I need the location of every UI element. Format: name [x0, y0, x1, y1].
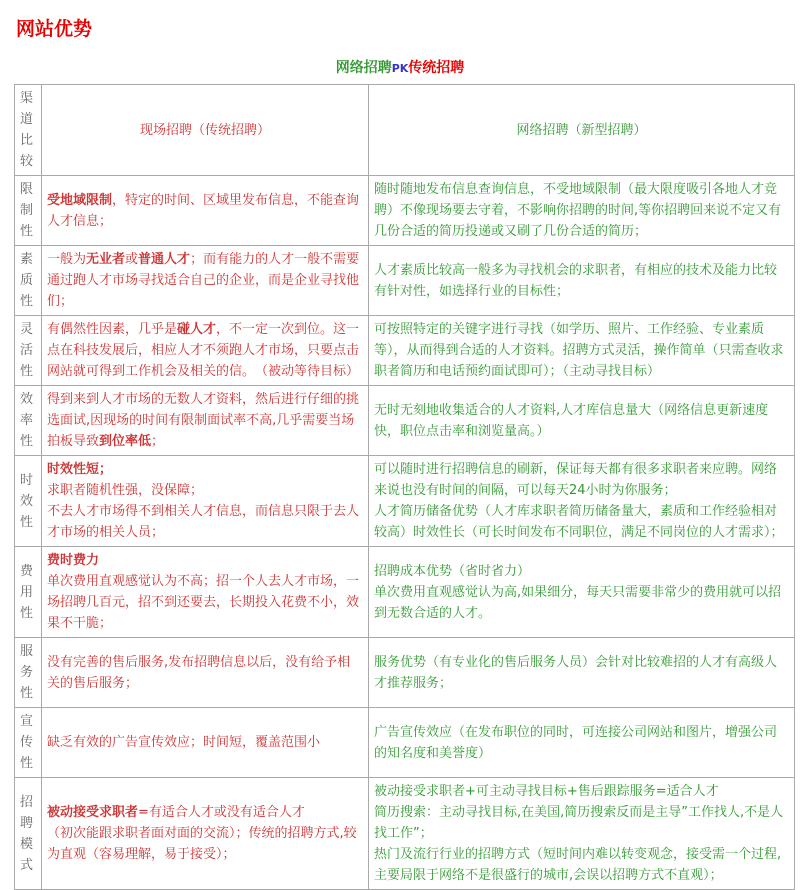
row-label-cell [15, 456, 42, 547]
text-line: 有偶然性因素，几乎是碰人才，不一定一次到位。这一点在科技发展后，相应人才不须跑人才市场，只要点击网站就可得到工作机会及相关的信。 （被动等待目标） [47, 322, 360, 379]
text-line: 一般为无业者或普通人才；而有能力的人才一般不需要通过跑人才市场寻找适合自己的企业，而是企业寻找他们； [47, 252, 360, 309]
row-label: 宣传性 [20, 714, 34, 771]
text-line: 时效性短； [47, 462, 113, 477]
header-label: 渠道比较 [20, 91, 34, 169]
traditional-recruitment-cell [42, 547, 369, 638]
row-label-cell [15, 708, 42, 778]
text-line: 费时费力 [47, 553, 100, 568]
traditional-recruitment-cell [42, 708, 369, 778]
traditional-recruitment-cell [42, 246, 369, 316]
online-recruitment-cell [369, 176, 795, 246]
text-line: 不去人才市场得不到相关人才信息，而信息只限于去人才市场的相关人员； [47, 504, 360, 540]
table-row [15, 456, 795, 547]
row-label-cell [15, 547, 42, 638]
row-label-cell [15, 176, 42, 246]
text-line: 受地域限制，特定的时间、区域里发布信息，不能查询人才信息； [47, 192, 360, 229]
row-label-cell [15, 778, 42, 890]
online-recruitment-cell [369, 638, 795, 708]
caption-online-recruitment: 网络招聘 [335, 60, 392, 76]
text-line: 无时无刻地收集适合的人才资料,人才库信息量大（网络信息更新速度快，职位点击率和浏览量高。） [374, 402, 769, 439]
row-label: 费用性 [20, 563, 34, 621]
traditional-recruitment-cell [42, 386, 369, 456]
text-line: 随时随地发布信息查询信息，不受地域限制（最大限度吸引各地人才竞聘）不像现场要去守着，不影响你招聘的时间,等你招聘回来说不定又有几份合适的简历投递或又刷了几份合适的简历； [374, 182, 782, 239]
traditional-recruitment-cell [42, 778, 369, 890]
online-recruitment-cell [369, 316, 795, 386]
online-recruitment-cell [369, 547, 795, 638]
text-line: 广告宣传效应（在发布职位的同时，可连接公司网站和图片，增强公司的知名度和美誉度） [374, 724, 778, 761]
text-line: 缺乏有效的广告宣传效应；时间短，覆盖范围小 [47, 735, 321, 750]
header-online-cell: 网络招聘（新型招聘） [369, 85, 795, 176]
table-row [15, 386, 795, 456]
text-line: 单次费用直观感觉认为高,如果细分，每天只需要非常少的费用就可以招到无数合适的人才。 [374, 584, 782, 621]
table-row [15, 176, 795, 246]
row-label-cell [15, 246, 42, 316]
text-line: 人才简历储备优势（人才库求职者简历储备量大，素质和工作经验相对较高）时效性长（可长时间发布不同职位，满足不同岗位的人才需求）； [374, 504, 784, 540]
row-label: 招聘模式 [20, 794, 34, 873]
table-row [15, 778, 795, 890]
caption-traditional-recruitment: 传统招聘 [408, 60, 465, 76]
text-line: 被动接受求职者+可主动寻找目标+售后跟踪服务=适合人才 [374, 784, 719, 799]
online-recruitment-cell [369, 246, 795, 316]
row-label: 效率性 [20, 392, 34, 449]
table-caption [0, 59, 800, 78]
row-label: 素质性 [20, 252, 34, 309]
page-title: 网站优势 [16, 18, 93, 40]
table-row [15, 246, 795, 316]
text-line: 可以随时进行招聘信息的刷新，保证每天都有很多求职者来应聘。网络来说也没有时间的间隔，可以每天24小时为你服务； [374, 462, 778, 498]
text-line: 求职者随机性强，没保障； [47, 483, 204, 498]
online-recruitment-cell [369, 708, 795, 778]
text-line: 热门及流行行业的招聘方式（短时间内难以转变观念，接受需一个过程,主要局限于网络不是很盛行的城市,会误以招聘方式不直观）； [374, 847, 782, 883]
traditional-recruitment-cell [42, 176, 369, 246]
table-header-row [15, 85, 795, 176]
text-line: 招聘成本优势（省时省力） [374, 563, 531, 579]
row-label-cell [15, 386, 42, 456]
table-row [15, 547, 795, 638]
row-label: 服务性 [20, 644, 34, 701]
online-recruitment-cell [369, 456, 795, 547]
online-recruitment-cell [369, 386, 795, 456]
traditional-recruitment-cell [42, 456, 369, 547]
traditional-recruitment-cell [42, 316, 369, 386]
table-row [15, 316, 795, 386]
row-label: 灵活性 [20, 322, 34, 379]
text-line: 得到来到人才市场的无数人才资料，然后进行仔细的挑选面试,因现场的时间有限制面试率不高,几乎需要当场拍板导致到位率低； [47, 392, 360, 449]
text-line: 服务优势（有专业化的售后服务人员）会针对比较难招的人才有高级人才推荐服务； [374, 654, 778, 691]
comparison-table [14, 84, 795, 890]
text-line: 人才素质比较高一般多为寻找机会的求职者，有相应的技术及能力比较有针对性，如选择行业的目标性； [374, 262, 778, 299]
caption-pk: PK [391, 62, 409, 75]
header-label-cell [15, 85, 42, 176]
row-label: 限制性 [20, 182, 34, 239]
text-line: （初次能跟求职者面对面的交流）；传统的招聘方式,较为直观（容易理解，易于接受）； [47, 826, 357, 862]
traditional-recruitment-cell [42, 638, 369, 708]
text-line: 单次费用直观感觉认为不高；招一个人去人才市场，一场招聘几百元，招不到还要去，长期投入花费不小，效果不干脆； [47, 574, 360, 631]
text-line: 简历搜索：主动寻找目标,在美国,简历搜索反而是主导”工作找人,不是人找工作”； [374, 805, 784, 841]
header-traditional-cell: 现场招聘（传统招聘） [42, 85, 369, 176]
row-label-cell [15, 638, 42, 708]
table-row [15, 708, 795, 778]
online-recruitment-cell [369, 778, 795, 890]
text-line: 没有完善的售后服务,发布招聘信息以后，没有给予相关的售后服务； [47, 654, 351, 691]
text-line: 被动接受求职者=有适合人才或没有适合人才 [47, 805, 305, 820]
row-label: 时效性 [20, 472, 34, 530]
table-row [15, 638, 795, 708]
text-line: 可按照特定的关键字进行寻找（如学历、照片、工作经验、专业素质等），从而得到合适的人才资料。招聘方式灵活，操作简单（只需查收求职者简历和电话预约面试即可）；（主动寻找目标） [374, 322, 784, 379]
row-label-cell [15, 316, 42, 386]
